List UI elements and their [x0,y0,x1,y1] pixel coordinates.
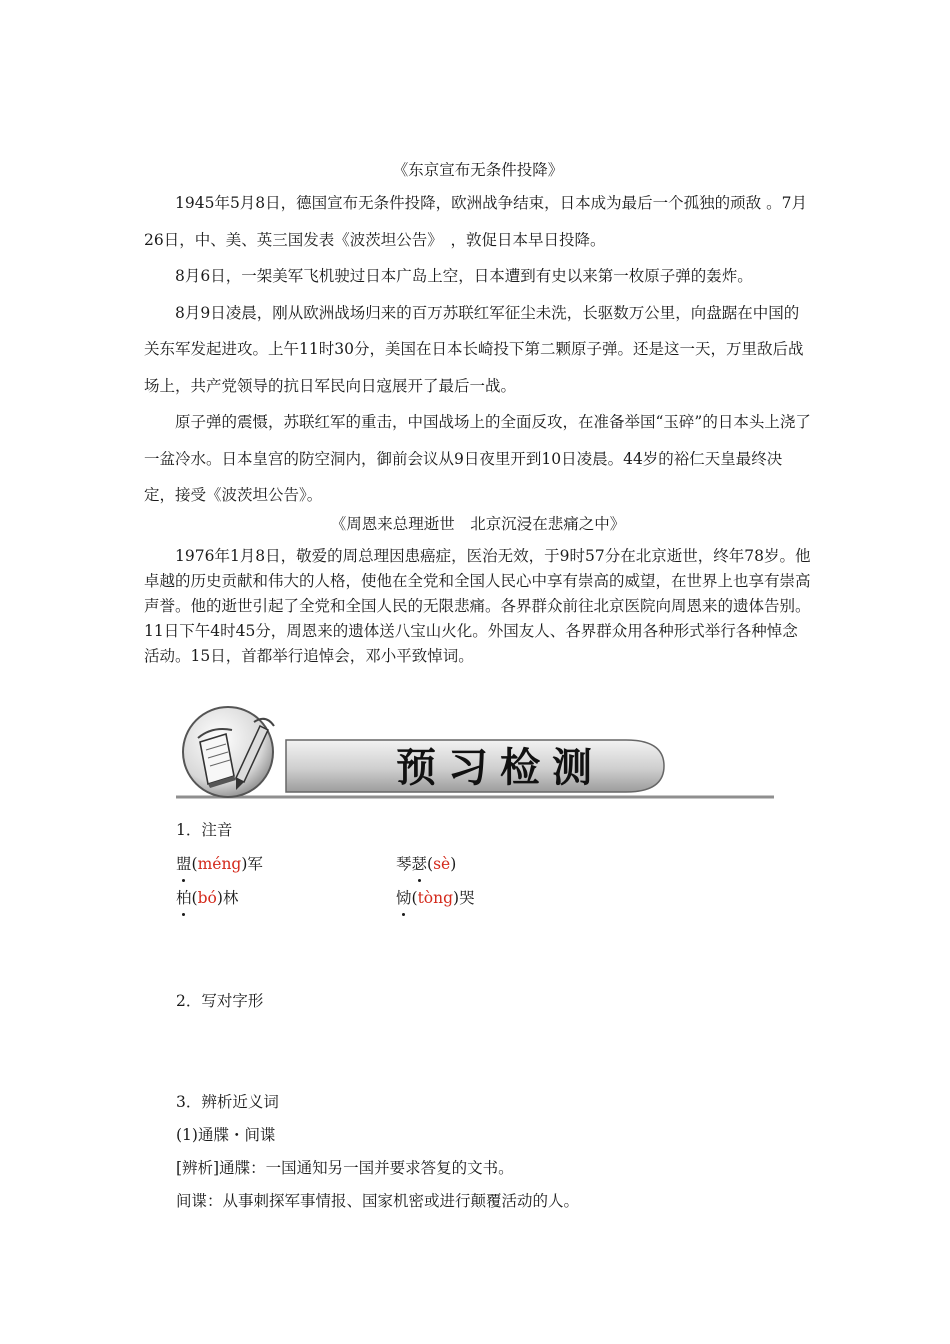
pinyin-text: tòng [417,889,454,907]
paragraph: 1945年5月8日，德国宣布无条件投降，欧洲战争结束，日本成为最后一个孤独的顽敌 。7月26日，中、美、英三国发表《波茨坦公告》 ，敦促日本早日投降。 [144,194,807,249]
question-1-label: 1．注音 [176,821,233,839]
word-pre: 琴 [396,855,412,873]
pinyin-text: bó [197,889,217,907]
preview-test-banner [176,700,776,804]
question-3-analysis-2: 间谍：从事刺探军事情报、国家机密或进行颠覆活动的人。 [176,1192,580,1210]
question-3-analysis-1: [辨析]通牒：一国通知另一国并要求答复的文书。 [176,1159,514,1177]
pinyin-item-se: 琴瑟(sè) [396,855,457,873]
pinyin-item-tong: 恸(tòng)哭 [396,889,475,907]
question-3-subtitle: (1)通牒・间谍 [176,1126,276,1144]
question-3-label: 3．辨析近义词 [176,1093,279,1111]
section-zhou-enlai-body [144,544,812,669]
paragraph: 8月9日凌晨，刚从欧洲战场归来的百万苏联红军征尘未洗，长驱数万公里，向盘踞在中国的关东军发起进攻。上午11时30分，美国在日本长崎投下第二颗原子弹。还是这一天，万里敌后战场上，共产党领导的抗日军民向日寇展开了最后一战。 [144,303,804,395]
dotted-char: 恸 [396,889,412,907]
section-title-surrender: 《东京宣布无条件投降》 [392,161,564,179]
paragraph: 8月6日，一架美军飞机驶过日本广岛上空，日本遭到有史以来第一枚原子弹的轰炸。 [175,267,753,285]
paragraph: 1976年1月8日，敬爱的周总理因患癌症，医治无效，于9时57分在北京逝世，终年78岁。他卓越的历史贡献和伟大的人格，使他在全党和全国人民心中享有崇高的威望，在世界上也享有崇高声誉。他的逝世引起了全党和全国人民的无限悲痛。各界群众前往北京医院向周恩来的遗体告别。11日下午4时45分，周恩来的遗体送八宝山火化。外国友人、各界群众用各种形式举行各种悼念活动。15日，首都举行追悼会，邓小平致悼词。 [144,547,811,665]
pinyin-item-meng: 盟(méng)军 [176,855,263,873]
word-rest: 哭 [459,889,475,907]
section-surrender-body [144,185,812,514]
dotted-char: 柏 [176,889,192,907]
pinyin-text: méng [197,855,242,873]
pinyin-item-bo: 柏(bó)林 [176,889,239,907]
dotted-char: 瑟 [411,855,428,873]
section-title-zhou-enlai: 《周恩来总理逝世 北京沉浸在悲痛之中》 [330,515,626,533]
word-rest: 林 [222,889,239,907]
paragraph: 原子弹的震慑，苏联红军的重击，中国战场上的全面反攻，在准备举国“玉碎”的日本头上浇了一盆冷水。日本皇宫的防空洞内，御前会议从9日夜里开到10日凌晨。44岁的裕仁天皇最终决定，接受《波茨坦公告》。 [144,413,811,504]
pinyin-text: sè [433,855,451,873]
question-2-label: 2．写对字形 [176,992,264,1010]
dotted-char: 盟 [176,855,192,873]
banner-title: 预习检测 [396,744,604,791]
word-rest: 军 [247,855,263,873]
